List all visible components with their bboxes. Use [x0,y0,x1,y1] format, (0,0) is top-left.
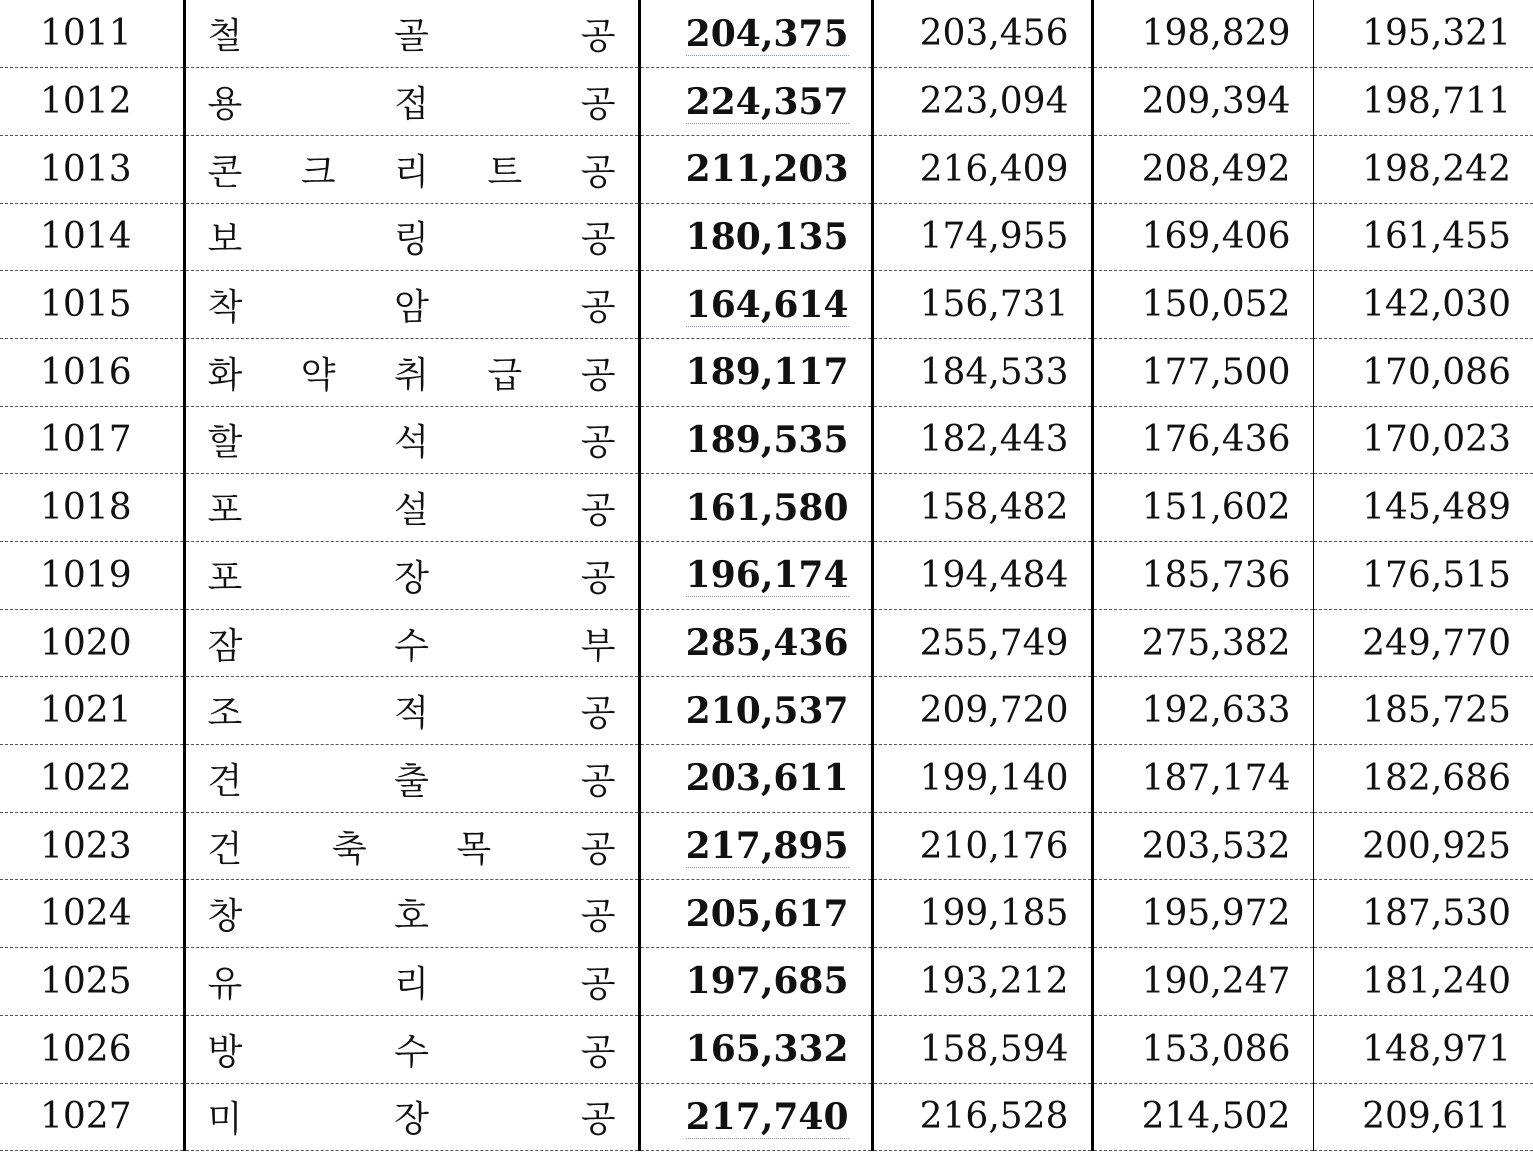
job-name-char: 착 [207,287,243,329]
wage-value-cell-2: 216,409 [872,135,1092,203]
wage-value-cell-4: 170,086 [1313,338,1533,406]
wage-value-cell-3: 192,633 [1092,677,1313,745]
job-name-cell [184,745,639,813]
wage-value-cell-4: 198,242 [1313,135,1533,203]
job-code-cell: 1012 [0,68,184,136]
table-row [0,338,1533,406]
table-row [0,948,1533,1016]
job-code-cell: 1017 [0,406,184,474]
job-code-cell: 1015 [0,271,184,339]
wage-value-cell-2: 255,749 [872,609,1092,677]
job-name-char: 조 [207,693,243,735]
job-name-char: 트 [487,151,523,193]
job-name-char: 잠 [207,625,243,667]
job-name-cell [184,1015,639,1083]
job-name [186,482,638,533]
wage-value-cell-1 [639,948,872,1016]
job-name [186,347,638,398]
job-code-cell: 1016 [0,338,184,406]
job-name-cell [184,812,639,880]
wage-value: 211,203 [685,148,849,191]
job-name [186,1024,638,1075]
job-name-char: 공 [580,422,616,464]
job-name [186,550,638,601]
wage-value-cell-1 [639,203,872,271]
wage-value-cell-1 [639,812,872,880]
wage-value-cell-1 [639,880,872,948]
wage-value: 203,611 [685,757,849,800]
job-name-char: 공 [580,287,616,329]
job-name-char: 공 [580,16,616,58]
wage-value-cell-3: 176,436 [1092,406,1313,474]
job-name-cell [184,406,639,474]
job-name-cell [184,542,639,610]
job-name [186,279,638,330]
wage-value-cell-4: 187,530 [1313,880,1533,948]
job-name-char: 축 [331,828,367,870]
job-name-char: 유 [207,963,243,1005]
wage-value-cell-1 [639,1083,872,1151]
wage-value: 285,436 [685,622,849,665]
job-code-cell: 1019 [0,542,184,610]
job-name-char: 리 [394,151,429,193]
job-code-cell: 1014 [0,203,184,271]
job-name-char: 공 [580,963,616,1005]
job-name-char: 공 [580,760,616,802]
job-name-cell [184,609,639,677]
wage-value-cell-2: 158,594 [872,1015,1092,1083]
job-name-char: 용 [207,84,243,126]
job-name-char: 공 [580,896,616,938]
wage-value-cell-3: 177,500 [1092,338,1313,406]
job-name [186,618,638,669]
job-name-char: 공 [580,84,616,126]
job-name-char: 공 [580,1031,616,1073]
job-name [186,888,638,939]
wage-value-cell-4: 170,023 [1313,406,1533,474]
wage-value-cell-2: 182,443 [872,406,1092,474]
wage-value-cell-2: 209,720 [872,677,1092,745]
table-row [0,271,1533,339]
job-name [186,821,638,872]
job-name-char: 크 [300,151,336,193]
job-name-char: 약 [300,354,336,396]
table-row [0,68,1533,136]
table-row [0,812,1533,880]
job-name-char: 출 [394,760,429,802]
table-row [0,1015,1533,1083]
wage-value-cell-2: 203,456 [872,0,1092,68]
job-name-char: 수 [394,1031,429,1073]
job-name-char: 철 [207,16,243,58]
job-name-cell [184,948,639,1016]
wage-value-cell-3: 214,502 [1092,1083,1313,1151]
job-name [186,211,638,262]
job-name [186,414,638,465]
job-code-cell: 1022 [0,745,184,813]
job-name-cell [184,271,639,339]
wage-value-cell-3: 190,247 [1092,948,1313,1016]
job-name-char: 포 [207,557,243,599]
job-name-char: 적 [394,693,429,735]
table-row [0,135,1533,203]
wage-value-cell-3: 153,086 [1092,1015,1313,1083]
table-row [0,609,1533,677]
wage-value-cell-1 [639,135,872,203]
table-row [0,474,1533,542]
job-name-char: 공 [580,693,616,735]
job-name-char: 건 [207,828,243,870]
wage-value: 217,740 [685,1095,849,1138]
job-code-cell: 1024 [0,880,184,948]
job-name [186,1091,638,1142]
job-name [186,144,638,195]
wage-value: 204,375 [685,12,849,55]
job-code-cell: 1021 [0,677,184,745]
wage-value: 165,332 [685,1028,849,1071]
wage-value-cell-2: 184,533 [872,338,1092,406]
wage-value: 210,537 [685,689,849,732]
job-name-cell [184,677,639,745]
wage-value: 189,117 [685,351,849,394]
wage-value-cell-2: 193,212 [872,948,1092,1016]
job-name-char: 창 [207,896,243,938]
job-name-char: 화 [207,354,243,396]
job-name-cell [184,68,639,136]
wage-value-cell-2: 210,176 [872,812,1092,880]
wage-value-cell-3: 185,736 [1092,542,1313,610]
job-name-char: 암 [394,287,429,329]
job-name-cell [184,1083,639,1151]
job-name-cell [184,135,639,203]
wage-value-cell-4: 195,321 [1313,0,1533,68]
wage-value-cell-1 [639,68,872,136]
job-name-char: 호 [394,896,429,938]
job-name-char: 장 [394,1099,429,1141]
job-name [186,76,638,127]
wage-value-cell-2: 216,528 [872,1083,1092,1151]
job-name-cell [184,203,639,271]
job-name-char: 공 [580,557,616,599]
wage-value: 161,580 [685,486,849,529]
job-name [186,685,638,736]
wage-value-cell-4: 198,711 [1313,68,1533,136]
job-name-char: 석 [394,422,429,464]
job-name-char: 미 [207,1099,243,1141]
job-name-char: 할 [207,422,243,464]
table-row [0,880,1533,948]
wage-value: 164,614 [685,283,849,326]
wage-value-cell-4: 148,971 [1313,1015,1533,1083]
job-name-char: 링 [394,219,429,261]
wage-value-cell-2: 223,094 [872,68,1092,136]
wage-value-cell-1 [639,609,872,677]
wage-value-cell-1 [639,677,872,745]
job-name-char: 포 [207,490,243,532]
wage-value-cell-2: 199,140 [872,745,1092,813]
job-code-cell: 1027 [0,1083,184,1151]
job-name-char: 방 [207,1031,243,1073]
wage-value-cell-1 [639,474,872,542]
wage-value-cell-3: 275,382 [1092,609,1313,677]
wage-value-cell-3: 169,406 [1092,203,1313,271]
wage-value-cell-4: 200,925 [1313,812,1533,880]
job-name [186,753,638,804]
job-name-char: 견 [207,760,243,802]
job-name-char: 부 [580,625,616,667]
job-name-cell [184,474,639,542]
wage-value-cell-1 [639,406,872,474]
table-row [0,1083,1533,1151]
job-name [186,8,638,59]
wage-value-cell-2: 156,731 [872,271,1092,339]
job-code-cell: 1023 [0,812,184,880]
wage-value-cell-3: 151,602 [1092,474,1313,542]
job-name-char: 접 [394,84,429,126]
table-row [0,0,1533,68]
job-code-cell: 1020 [0,609,184,677]
job-code-cell: 1025 [0,948,184,1016]
job-name-char: 공 [580,219,616,261]
wage-value-cell-4: 249,770 [1313,609,1533,677]
wage-value-cell-3: 209,394 [1092,68,1313,136]
wage-value-cell-2: 174,955 [872,203,1092,271]
wage-value: 189,535 [685,418,849,461]
wage-value-cell-3: 203,532 [1092,812,1313,880]
wage-value-cell-4: 181,240 [1313,948,1533,1016]
table-row [0,542,1533,610]
table-row [0,677,1533,745]
job-code-cell: 1013 [0,135,184,203]
wage-value-cell-3: 150,052 [1092,271,1313,339]
wage-value-cell-1 [639,1015,872,1083]
wage-value-cell-1 [639,271,872,339]
job-name-char: 취 [394,354,429,396]
job-name-char: 공 [580,490,616,532]
wage-value-cell-2: 199,185 [872,880,1092,948]
wage-value-cell-1 [639,542,872,610]
wage-value-cell-3: 198,829 [1092,0,1313,68]
job-name-char: 설 [394,490,429,532]
job-name-char: 목 [456,828,492,870]
wage-value-cell-3: 195,972 [1092,880,1313,948]
job-name-char: 공 [580,1099,616,1141]
job-name-char: 콘 [207,151,243,193]
wage-value-cell-3: 187,174 [1092,745,1313,813]
table-row [0,745,1533,813]
wage-value-cell-4: 145,489 [1313,474,1533,542]
wage-value-cell-4: 142,030 [1313,271,1533,339]
table-row [0,203,1533,271]
wage-value: 224,357 [685,80,849,123]
job-name-char: 공 [580,151,616,193]
table-row [0,406,1533,474]
job-name-char: 보 [207,219,243,261]
wage-value: 180,135 [685,215,849,258]
wage-value-cell-4: 161,455 [1313,203,1533,271]
wage-value-cell-2: 158,482 [872,474,1092,542]
job-name-char: 급 [487,354,523,396]
job-name-cell [184,880,639,948]
job-name-char: 리 [394,963,429,1005]
job-name-char: 공 [580,828,616,870]
wage-value: 196,174 [685,554,849,597]
job-name-cell [184,338,639,406]
wage-value-cell-4: 176,515 [1313,542,1533,610]
wage-value-cell-3: 208,492 [1092,135,1313,203]
job-name-char: 장 [394,557,429,599]
job-name-cell [184,0,639,68]
job-code-cell: 1011 [0,0,184,68]
job-name [186,956,638,1007]
wage-value: 197,685 [685,960,849,1003]
wage-value-cell-1 [639,0,872,68]
job-code-cell: 1018 [0,474,184,542]
wage-value: 217,895 [685,825,849,868]
job-name-char: 골 [394,16,429,58]
job-code-cell: 1026 [0,1015,184,1083]
wage-value-cell-4: 182,686 [1313,745,1533,813]
job-name-char: 수 [394,625,429,667]
wage-value-cell-1 [639,745,872,813]
wage-value-cell-2: 194,484 [872,542,1092,610]
job-name-char: 공 [580,354,616,396]
wage-value-cell-4: 209,611 [1313,1083,1533,1151]
wage-value: 205,617 [685,892,849,935]
wage-value-cell-1 [639,338,872,406]
wage-value-cell-4: 185,725 [1313,677,1533,745]
